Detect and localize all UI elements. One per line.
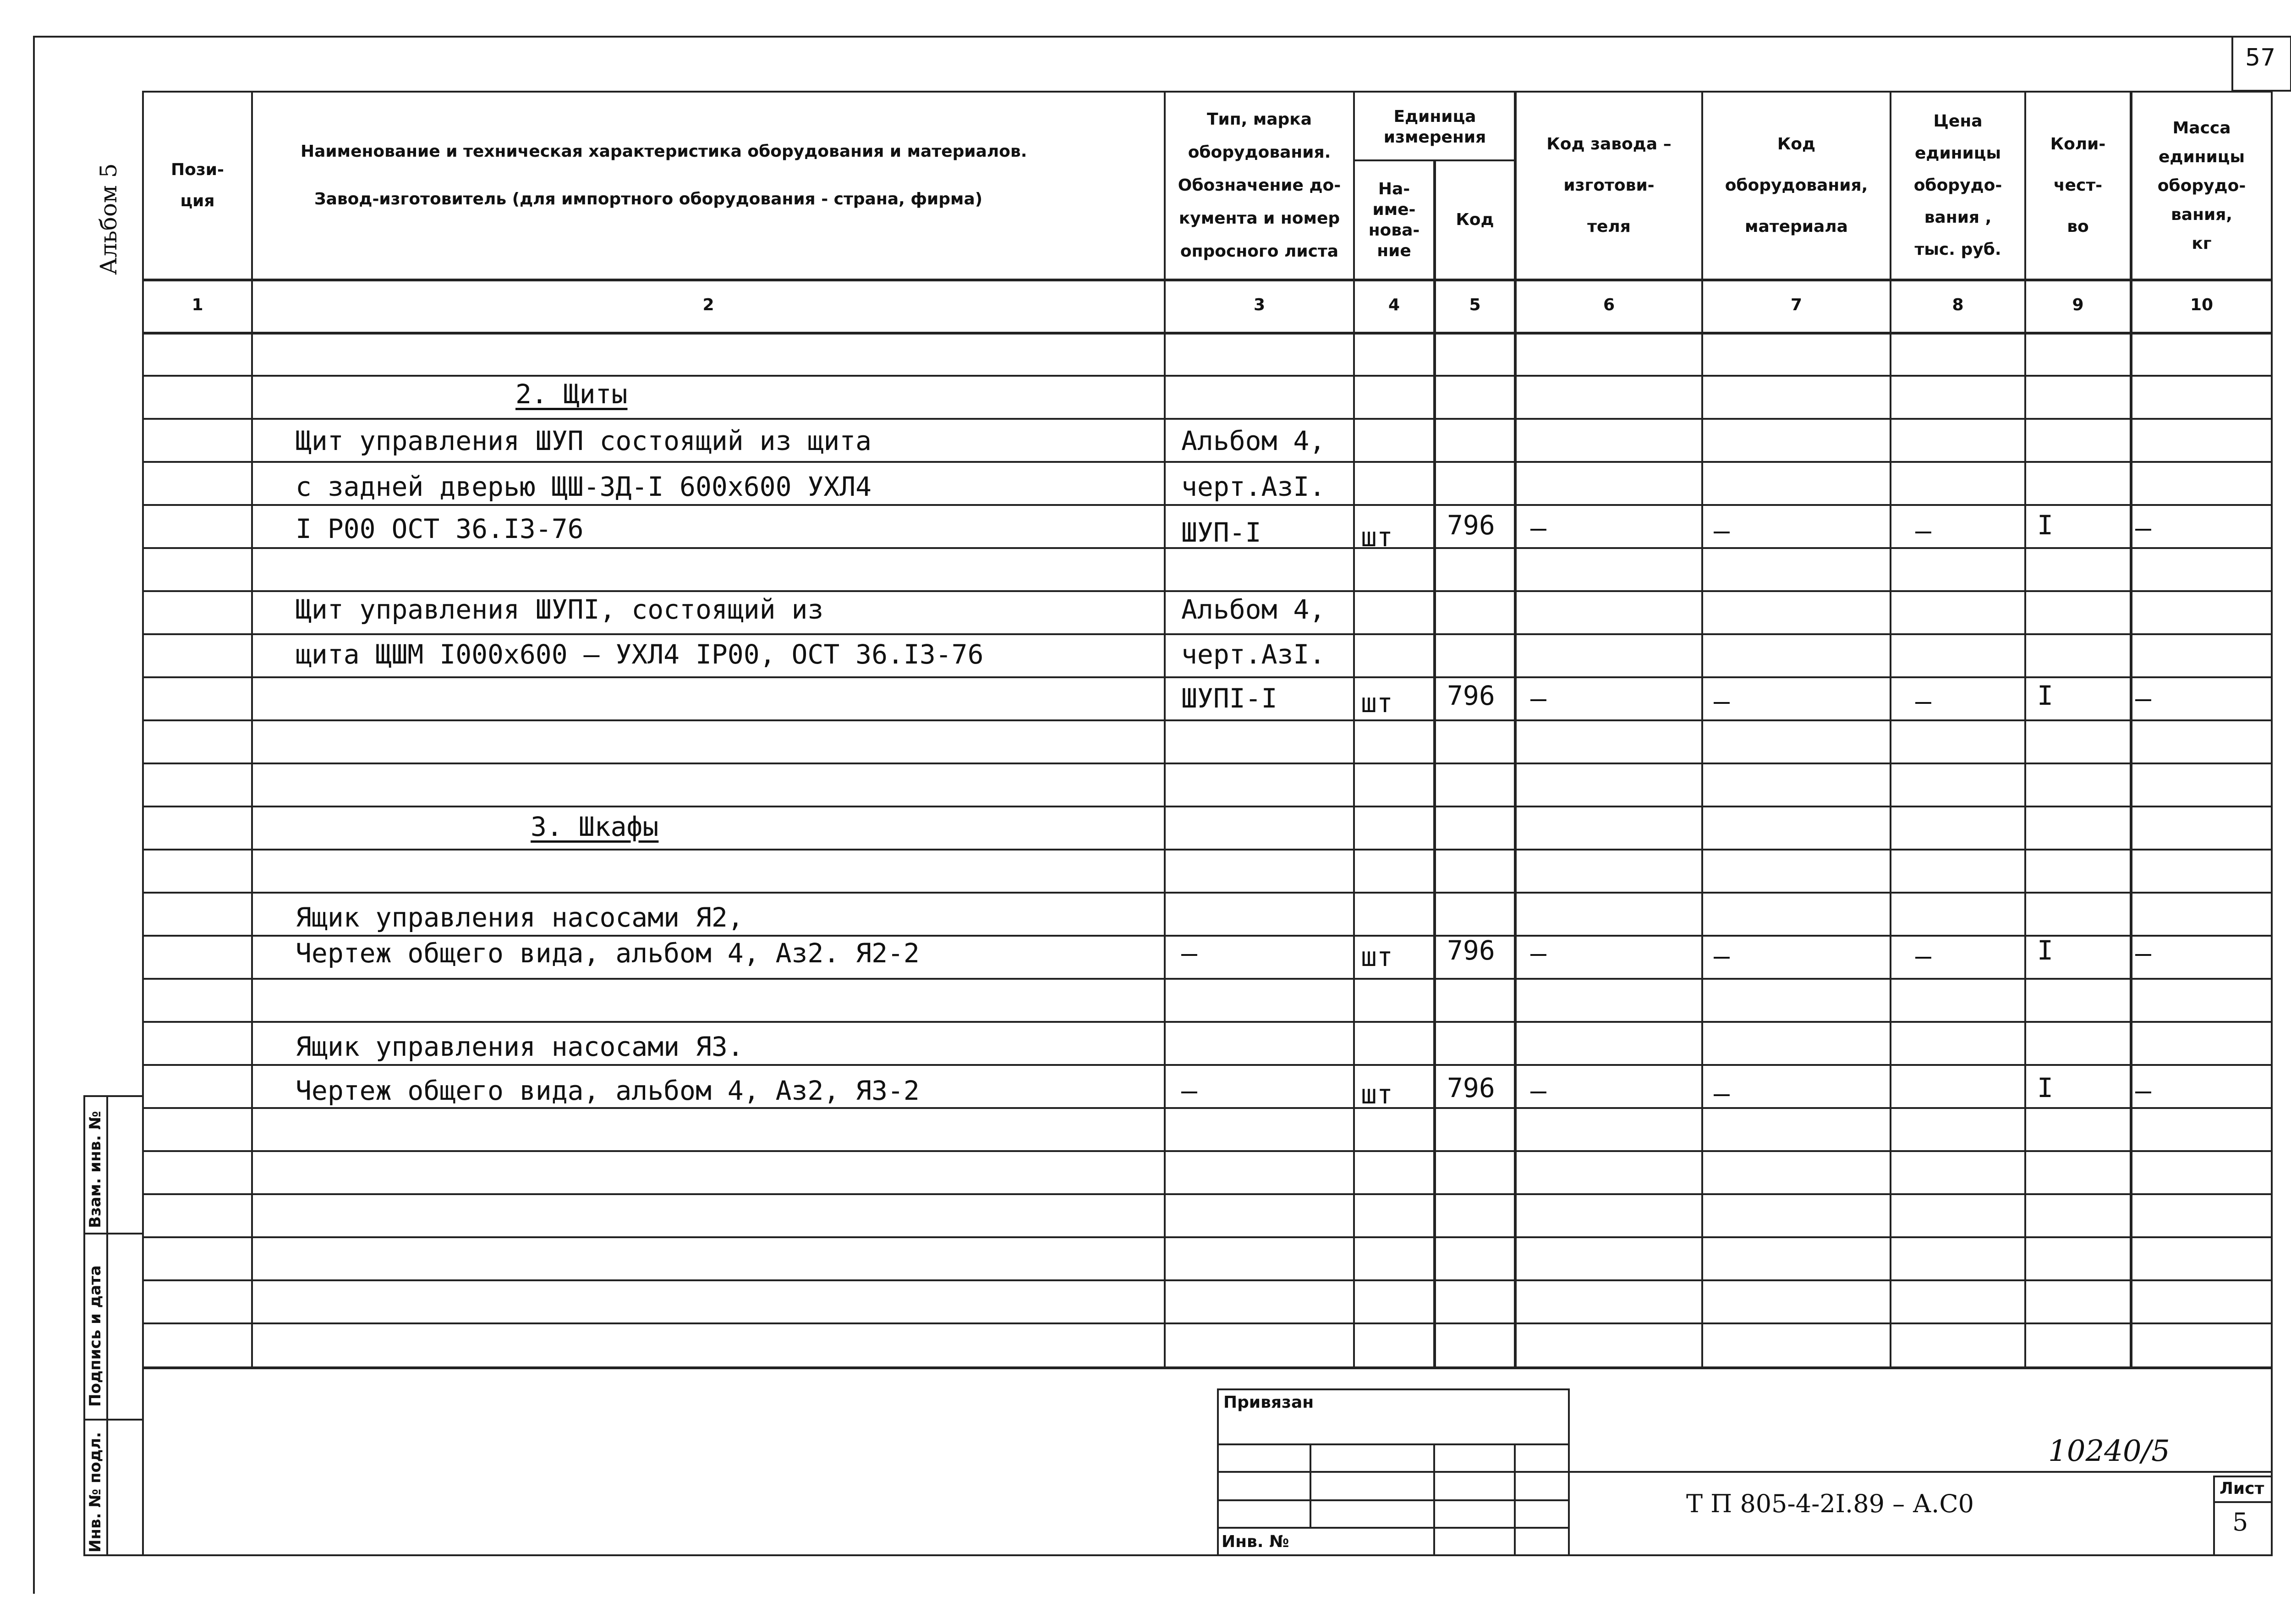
row-7-c7: –	[1714, 940, 1730, 971]
row-7-c10: –	[2135, 938, 2151, 969]
col-line-7	[1890, 91, 1891, 1368]
colnum-6: 6	[1603, 296, 1615, 314]
row-9-c9: I	[2037, 1072, 2053, 1103]
header-col-unit-code: Код	[1456, 210, 1494, 229]
row-5-c7: –	[1714, 686, 1730, 717]
side-stamp-line	[83, 1419, 144, 1421]
row-line	[142, 935, 2273, 937]
side-stamp-line	[83, 1233, 144, 1234]
row-line	[142, 763, 2273, 764]
header-col-type: Тип, марка оборудования. Обозначение до- кумента и номер опросного листа	[1178, 110, 1341, 261]
privyazan-vline	[1514, 1443, 1516, 1556]
header-col-name-line1: Наименование и техническая характеристика оборудования и материалов.	[301, 142, 1027, 161]
row-9-code: 796	[1447, 1072, 1495, 1103]
row-2-c9: I	[2037, 510, 2053, 541]
side-stamp-split	[106, 1095, 108, 1556]
row-line	[142, 1107, 2273, 1109]
row-8-name: Ящик управления насосами ЯЗ.	[296, 1031, 744, 1062]
row-9-name: Чертеж общего вида, альбом 4, Аз2, ЯЗ-2	[296, 1075, 920, 1106]
row-7-c6: –	[1530, 938, 1546, 969]
header-col-position: Пози- ция	[171, 160, 224, 210]
header-col-mass: Масса единицы оборудо- вания, кг	[2157, 118, 2246, 253]
colnum-8: 8	[1952, 296, 1964, 314]
row-7-code: 796	[1447, 935, 1495, 966]
header-col-name-line2: Завод-изготовитель (для импортного оборудования - страна, фирма)	[314, 190, 983, 208]
row-6-name: Ящик управления насосами Я2,	[296, 902, 744, 933]
row-5-code: 796	[1447, 680, 1495, 711]
handwritten-number: 10240/5	[2048, 1434, 2170, 1468]
row-line	[142, 1279, 2273, 1281]
col-line-5	[1514, 91, 1517, 1368]
row-2-type: ШУП-I	[1181, 517, 1261, 548]
colnum-2: 2	[702, 296, 714, 314]
privyazan-line	[1217, 1471, 1570, 1473]
privyazan-line	[1217, 1499, 1570, 1501]
row-7-unit: шт	[1361, 941, 1393, 972]
privyazan-vline	[1310, 1443, 1311, 1527]
row-1-type: черт.АзI.	[1181, 471, 1326, 502]
row-5-c6: –	[1530, 683, 1546, 714]
row-9-c6: –	[1530, 1075, 1546, 1106]
code-field-top	[1570, 1471, 2273, 1473]
row-line	[142, 375, 2273, 377]
doc-code: Т П 805-4-2I.89 – А.С0	[1686, 1489, 1974, 1518]
section-title-cabinets: 3. Шкафы	[531, 811, 659, 842]
row-2-c6: –	[1530, 512, 1546, 543]
header-col-quantity: Коли- чест- во	[2050, 135, 2106, 236]
row-9-c10: –	[2135, 1075, 2151, 1106]
colnum-4: 4	[1388, 296, 1400, 314]
colnum-3: 3	[1253, 296, 1266, 314]
privyazan-vline	[1433, 1443, 1435, 1556]
row-2-c8: –	[1915, 515, 1931, 546]
colnum-1: 1	[192, 296, 203, 314]
col-line-8	[2024, 91, 2026, 1368]
row-line	[142, 418, 2273, 420]
sheet-label: Лист	[2220, 1479, 2264, 1498]
row-line	[142, 1236, 2273, 1238]
row-line	[142, 719, 2273, 721]
row-5-unit: шт	[1361, 687, 1393, 719]
row-5-type: ШУПI-I	[1181, 683, 1277, 714]
row-7-c9: I	[2037, 935, 2053, 966]
row-9-unit: шт	[1361, 1079, 1393, 1110]
row-4-name: щита ЩШМ I000х600 – УХЛ4 IР00, ОСТ 36.I3-76	[296, 639, 984, 670]
colnum-10: 10	[2190, 296, 2214, 314]
row-line	[142, 1021, 2273, 1023]
row-line	[142, 978, 2273, 980]
row-line	[142, 849, 2273, 850]
col-line-4	[1433, 160, 1436, 1368]
inv-no-label: Инв. №	[1222, 1532, 1289, 1551]
row-0-name: Щит управления ШУП состоящий из щита	[296, 425, 872, 456]
privyazan-line	[1217, 1527, 1570, 1529]
side-sign-date: Подпись и дата	[86, 1265, 104, 1407]
row-line	[142, 504, 2273, 506]
row-2-code: 796	[1447, 510, 1495, 541]
header-col-factory-code: Код завода – изготови- теля	[1546, 135, 1672, 236]
row-9-c7: –	[1714, 1078, 1730, 1109]
row-line	[142, 892, 2273, 894]
row-7-type: –	[1181, 938, 1197, 969]
col-line-3	[1353, 91, 1355, 1368]
row-line	[142, 1150, 2273, 1152]
top-sheet-number: 57	[2245, 44, 2276, 71]
row-5-c8: –	[1915, 686, 1931, 717]
row-line	[142, 633, 2273, 635]
row-5-c10: –	[2135, 683, 2151, 714]
sheet-box-line	[2213, 1501, 2273, 1503]
row-9-type: –	[1181, 1075, 1197, 1106]
row-line	[142, 590, 2273, 592]
row-1-name: с задней дверью ЩШ-ЗД-I 600х600 УХЛ4	[296, 471, 872, 502]
row-7-name: Чертеж общего вида, альбом 4, Аз2. Я2-2	[296, 938, 920, 969]
col-line-1	[251, 91, 253, 1368]
row-line	[142, 676, 2273, 678]
row-line	[142, 461, 2273, 463]
section-title-panels: 2. Щиты	[515, 379, 628, 410]
album-label: Альбом 5	[95, 163, 122, 275]
header-bottom-line	[142, 279, 2273, 281]
privyazan-label: Привязан	[1223, 1393, 1314, 1412]
row-2-c10: –	[2135, 512, 2151, 543]
colnum-bottom-line	[142, 332, 2273, 335]
row-line	[142, 1322, 2273, 1324]
row-3-name: Щит управления ШУПI, состоящий из	[296, 594, 824, 625]
col-line-6	[1701, 91, 1703, 1368]
row-3-type: Альбом 4,	[1181, 594, 1326, 625]
table-body-bottom	[142, 1366, 2273, 1369]
row-4-type: черт.АзI.	[1181, 639, 1326, 670]
row-2-c7: –	[1714, 515, 1730, 546]
row-line	[142, 806, 2273, 807]
row-2-unit: шт	[1361, 521, 1393, 553]
header-col-unit-name: На- име- нова- ние	[1368, 180, 1420, 260]
row-0-type: Альбом 4,	[1181, 425, 1326, 456]
col-line-9	[2130, 91, 2132, 1368]
privyazan-line	[1217, 1443, 1570, 1445]
col-line-2	[1164, 91, 1166, 1368]
row-2-name: I Р00 ОСТ 36.I3-76	[296, 513, 584, 544]
colnum-5: 5	[1469, 296, 1481, 314]
side-inv-podl: Инв. № подл.	[86, 1432, 104, 1553]
header-col-price: Цена единицы оборудо- вания , тыс. руб.	[1913, 111, 2002, 259]
row-line	[142, 1064, 2273, 1066]
row-7-c8: –	[1915, 940, 1931, 971]
header-unit-group: Единица измерения	[1383, 107, 1486, 147]
colnum-9: 9	[2072, 296, 2084, 314]
row-5-c9: I	[2037, 680, 2053, 711]
colnum-7: 7	[1790, 296, 1803, 314]
row-line	[142, 1193, 2273, 1195]
side-inv-zam: Взам. инв. №	[86, 1111, 104, 1228]
sheet-number: 5	[2232, 1508, 2248, 1536]
header-col-equipment-code: Код оборудования, материала	[1725, 135, 1868, 236]
